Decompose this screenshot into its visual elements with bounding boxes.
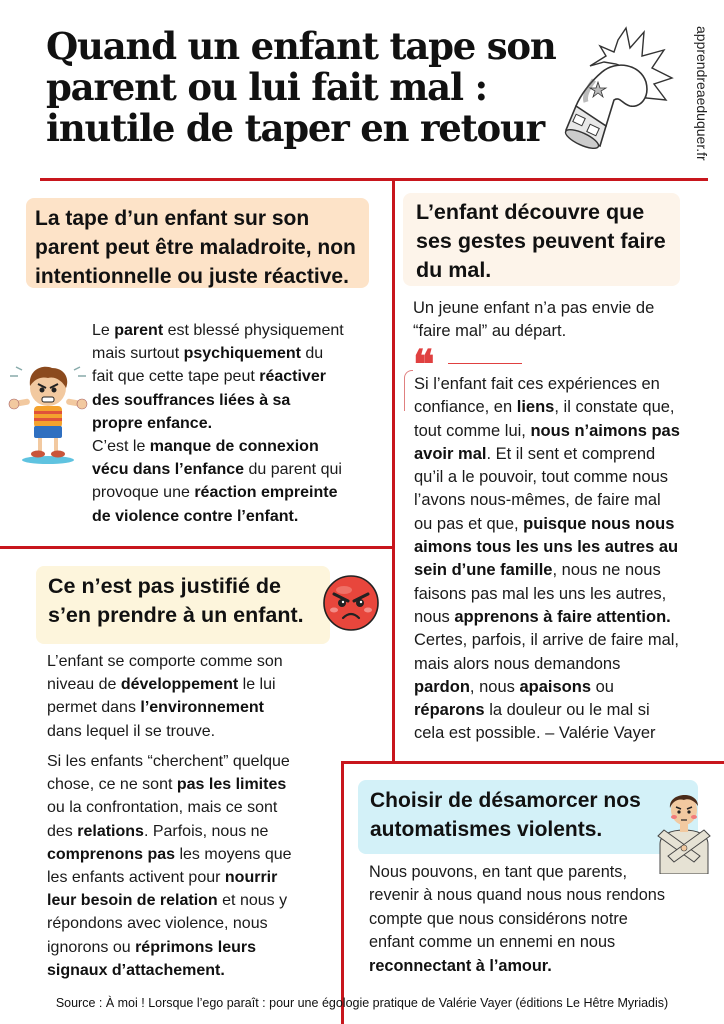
text: est blessé physiquement [163, 322, 344, 339]
angry-face-icon [322, 574, 380, 632]
bold-text: développement [120, 676, 239, 694]
quote-rule [448, 363, 522, 364]
heading-line: intentionnelle ou juste réactive. [35, 265, 349, 288]
bold-text: nous n’aimons pas [530, 421, 680, 440]
text: niveau de [47, 676, 121, 694]
bold-text: vécu dans l’enfance [92, 461, 245, 479]
text: cela est possible. – Valérie Vayer [414, 724, 656, 743]
site-url: apprendreaeduquer.fr [694, 26, 710, 161]
text: ou pas et que, [414, 514, 524, 533]
heading-line: L’enfant découvre que [416, 200, 645, 224]
text-line [92, 458, 344, 481]
text: ou [591, 677, 614, 696]
text: mais surtout [92, 345, 184, 363]
text-line [92, 412, 344, 435]
text: , nous ne nous [552, 561, 661, 580]
intro-line: Un jeune enfant n’a pas envie de [413, 299, 655, 317]
bold-text: liens [516, 398, 555, 417]
text: permet dans [47, 699, 141, 717]
text: provoque une [92, 484, 195, 502]
bold-text: de violence contre l’enfant. [92, 507, 299, 525]
text-line [414, 443, 680, 466]
bold-text: réprimons leurs [135, 938, 256, 956]
bold-text: reconnectant à l’amour. [369, 956, 552, 975]
text-line [414, 676, 680, 699]
heading-line: ses gestes peuvent faire [416, 229, 666, 253]
divider-bottom-right-top [341, 761, 724, 764]
bold-text: apaisons [519, 677, 591, 696]
text: , nous [469, 677, 520, 696]
bold-text: manque de connexion [149, 438, 319, 456]
text-line [414, 629, 680, 652]
text: Le [92, 322, 115, 339]
text-line [47, 720, 283, 743]
text: Si l’enfant fait ces expériences en [414, 375, 660, 393]
bold-text: réaction empreinte [194, 484, 338, 502]
title-line-3: inutile de taper en retour [46, 106, 544, 150]
text-line [92, 319, 344, 342]
text-line [47, 650, 283, 673]
text-line [369, 931, 665, 954]
text-line [414, 583, 680, 606]
text: ignorons ou [47, 938, 136, 956]
text-line [92, 365, 344, 388]
text: . Et il sent et comprend [486, 444, 656, 463]
text: et nous y [217, 892, 288, 910]
text: les moyens que [175, 845, 292, 863]
section3-para2 [47, 750, 292, 982]
bold-text: pardon [414, 677, 470, 696]
text: du [300, 345, 324, 363]
text: l’avons nous-mêmes, de faire mal [414, 491, 661, 510]
text: les enfants activent pour [47, 869, 225, 887]
text-line [414, 489, 680, 512]
text-line [92, 389, 344, 412]
text-line [414, 513, 680, 536]
divider-bottom-right-vertical [341, 761, 344, 1024]
text: . Parfois, nous ne [143, 822, 269, 840]
text-line [414, 722, 680, 745]
bold-text: signaux d’attachement. [47, 961, 225, 979]
page-title [46, 26, 566, 149]
bold-text: réactiver [259, 368, 326, 386]
text-line [47, 866, 292, 889]
bold-text: psychiquement [183, 345, 301, 363]
text-line [414, 373, 680, 396]
bold-text: parent [114, 322, 164, 339]
text-line [47, 843, 292, 866]
text-line [414, 536, 680, 559]
text-line [47, 912, 292, 935]
text-line [369, 908, 665, 931]
text-line [369, 955, 665, 978]
heading-line: automatismes violents. [370, 818, 603, 841]
heading-line: parent peut être maladroite, non [35, 236, 356, 259]
text: la douleur ou le mal si [484, 701, 650, 720]
text-line [414, 699, 680, 722]
text: le lui [238, 676, 276, 694]
section3-para1 [47, 650, 283, 743]
text-line [47, 673, 283, 696]
boxing-glove-icon [556, 26, 680, 161]
bold-text: propre enfance. [92, 414, 213, 432]
title-line-2: parent ou lui fait mal : [46, 65, 487, 109]
bold-text: comprenons pas [47, 845, 176, 863]
text-line [414, 653, 680, 676]
text: , il constate que, [554, 398, 675, 417]
text: Nous pouvons, en tant que parents, [369, 863, 627, 881]
bold-text: pas les limites [176, 776, 287, 794]
section1-heading [26, 198, 369, 288]
text: répondons avec violence, nous [47, 915, 268, 933]
heading-line: Ce n’est pas justifié de [48, 574, 281, 598]
text-line [47, 796, 292, 819]
text: fait que cette tape peut [92, 368, 260, 386]
text: des [47, 822, 78, 840]
divider-top [40, 178, 708, 181]
bold-text: aimons tous les uns les autres au [414, 538, 679, 557]
section4-body [369, 861, 665, 978]
text-line [369, 861, 665, 884]
intro-line: “faire mal” au départ. [413, 322, 567, 340]
divider-left-middle [0, 546, 394, 549]
text-line [92, 481, 344, 504]
text-line [47, 959, 292, 982]
text: nous [414, 607, 455, 626]
text: Certes, parfois, il arrive de faire mal, [414, 631, 680, 650]
bold-text: l’environnement [140, 699, 264, 717]
text-line [414, 606, 680, 629]
text: qu’il a le pouvoir, tout comme nous [414, 468, 669, 487]
text-line [47, 889, 292, 912]
bold-text: relations [77, 822, 144, 840]
text: ou la confrontation, mais ce sont [47, 799, 278, 817]
text: du parent qui [244, 461, 342, 479]
text-line [92, 342, 344, 365]
text-line [414, 559, 680, 582]
section3-heading [36, 566, 330, 644]
text-line [47, 820, 292, 843]
heading-line: La tape d’un enfant sur son [35, 207, 310, 230]
text-line [47, 936, 292, 959]
text-line [414, 466, 680, 489]
bold-text: avoir mal [414, 444, 487, 463]
text-line [92, 435, 344, 458]
heading-line: Choisir de désamorcer nos [370, 789, 641, 812]
text: compte que nous considérons notre [369, 909, 628, 928]
section2-quote [414, 373, 680, 746]
text: C’est le [92, 438, 150, 456]
bold-text: leur besoin de relation [47, 892, 218, 910]
text-line [47, 750, 292, 773]
angry-boy-icon [8, 362, 88, 466]
quote-bracket [404, 370, 413, 411]
bold-text: des souffrances liées à sa [92, 391, 291, 409]
text: Si les enfants “cherchent” quelque [47, 753, 290, 770]
text-line [47, 696, 283, 719]
text-line [369, 884, 665, 907]
text-line [414, 420, 680, 443]
section1-body [92, 319, 344, 528]
text: revenir à nous quand nous nous rendons [369, 886, 665, 905]
text: enfant comme un ennemi en nous [369, 933, 616, 952]
divider-center-vertical [392, 178, 395, 763]
heading-line: du mal. [416, 258, 492, 282]
text: tout comme lui, [414, 421, 531, 440]
bold-text: nourrir [224, 869, 278, 887]
text-line [47, 773, 292, 796]
section2-heading [403, 193, 680, 286]
text: dans lequel il se trouve. [47, 722, 216, 740]
quote-icon: ❝ [413, 341, 435, 388]
bold-text: apprenons à faire attention. [454, 607, 671, 626]
section4-heading [358, 780, 698, 854]
text-line [92, 505, 344, 528]
heading-line: s’en prendre à un enfant. [48, 603, 304, 627]
title-line-1: Quand un enfant tape son [46, 24, 556, 68]
text: chose, ce ne sont [47, 776, 177, 794]
text: mais alors nous demandons [414, 654, 621, 673]
text: L’enfant se comporte comme son [47, 653, 283, 670]
bold-text: puisque nous nous [523, 514, 675, 533]
text-line [414, 396, 680, 419]
text: confiance, en [414, 398, 517, 417]
source-citation: Source : À moi ! Lorsque l’ego paraît : pour une égologie pratique de Valérie Vayer (éditions Le Hêtre Myriadis) [55, 996, 669, 1010]
section2-intro [413, 297, 654, 343]
bold-text: réparons [414, 701, 485, 720]
bold-text: sein d’une famille [414, 561, 553, 580]
text: faisons pas mal les uns les autres, [414, 584, 667, 603]
